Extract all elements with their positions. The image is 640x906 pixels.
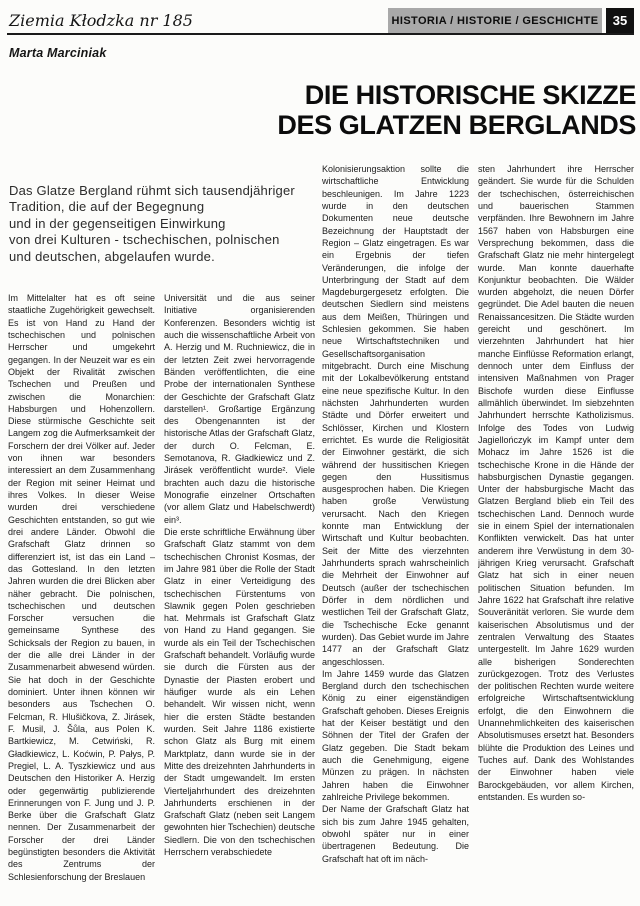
body-column-2 bbox=[164, 292, 315, 902]
lead-paragraph bbox=[9, 183, 324, 265]
journal-title: Ziemia Kłodzka nr 185 bbox=[9, 11, 193, 30]
paragraph: Universität und die aus seiner Initiative organisierenden Konferenzen. Besonders wichtig ist auch die wissenschaftliche Arbeit von A. Herzig und M. Ruchniewicz, die in der letzten Zeit zwei hervorragende Bänden veröffentlichten, die eine Probe der internationalen Synthese der Geschichte der Grafschaft Glatz darstellen¹. Großartige Ergänzung des Obengenannten ist der historische Atlas der Grafschaft Glatz, der durch O. Felcman, E. Semotanova, R. Gładkiewicz und Z. Jirásek veröffentlicht wurde². Viele brachten auch dazu die historische Monografie einzelner Ortschaften (vor allem Glatz und Habelschwerdt) ein³. bbox=[164, 293, 315, 525]
lead-line: von drei Kulturen - tschechischen, polnischen bbox=[9, 232, 280, 248]
paragraph: Im Jahre 1459 wurde das Glatzen Bergland durch den tschechischen König zu einer eigenständigen Grafschaft gehoben. Dieses Ereignis hat der Keiser bestätigt und den Söhnen der Titel der Grafen der Glatz gegeben. Die Stadt bekam auch die Genehmigung, eigene Münzen zu prägen. In nächsten Jahren haben die Einwohner zahlreiche Privilege bekommen. bbox=[322, 668, 469, 802]
body-column-1 bbox=[8, 292, 155, 902]
lead-line: Tradition, die auf der Begegnung bbox=[9, 199, 205, 215]
paragraph: Kolonisierungsaktion sollte die wirtschaftliche Entwicklung beschleunigen. Im Jahre 1223 wurde in den deutschen Dokumenten neue deutsche Bezeichnung der Hauptstadt der Region – Glatz eingetragen. Es war ein Ergebnis der tiefen Veränderungen, die infolge der Unterbringung der Stadt auf dem Magdeburgergesetz erfolgten. Die deutschen Siedlern sind meistens aus dem Meißen, Thüringen und Schlesien gekommen. Sie haben neue Wirtschaftstechniken und Gesellschaftsorganisation mitgebracht. Durch eine Mischung mit der Lokalbevölkerung entstand eine neue spezifische Kultur. In den nächsten Jahrhunderten wurden Städte und Dörfer erweitert und Schlösser, Kirchen und Klostern errichtet. Es wurde die Religiosität der Einwohner gestärkt, die sich während der hussitischen Kriegen gegen den Hussitismus ausgesprochen haben. Die Kriegen haben große Verwüstung verursacht. Nach den Kriegen konnte man Entwicklung der Wirtschaft und Kultur beobachten. Seit der Mitte des vierzehnten Jahrhunderts sprach wahrscheinlich die Mehrheit der Einwohner auf Deutsch (außer der tschechischen Dörfer in dem nördlichen und westlichen Teil der Grafschaft Glatz, die Tschechische Ecke genannt wurden). Das Gebiet wurde im Jahre 1477 an der Grafschaft Glatz angeschlossen. bbox=[322, 164, 469, 667]
lead-line: und deutschen, abgelaufen wurde. bbox=[9, 248, 215, 264]
section-header-bar bbox=[388, 8, 602, 33]
body-column-3 bbox=[322, 163, 469, 902]
lead-line: und in der gegenseitigen Einwirkung bbox=[9, 215, 226, 231]
article-title-line2: DES GLATZEN BERGLANDS bbox=[277, 110, 636, 140]
body-column-4 bbox=[478, 163, 634, 902]
lead-line: Das Glatze Bergland rühmt sich tausendjähriger bbox=[9, 183, 295, 198]
paragraph: sten Jahrhundert ihre Herrscher geändert. Sie wurde für die Schulden der tschechischen, österreichischen und bauerischen Stammen verpfänden. Ihre Bewohnern im Jahre 1567 haben von Habsburgen eine Versprechung bekommen, dass die Grafschaft Glatz nie mehr hintergelegt wurde. Man konnte dauerhafte Konjunktur beobachten. Die Wälder wurden abgeholzt, die neuen Dörfer gegründet. Die Adel bauten die neuen Renaissancesitzen. Die Städte wurden gereicht und geschönert. Im vierzehnten Jahrhundert hat hier manche Einflüsse Reformation erlangt, dennoch unter dem Einfluss der intensiven Maßnahmen von Prager Bischofe wurden diese Einflusse allmählich überwindet. Im siebzehnten Jahrhundert herrschte Katholizismus. Infolge des Todes von Ludwig Jagiellończyk im Kampf unter dem Mohacz im Jahre 1526 ist die tschechische Krone in die Hände der habsburgischen Dynastie gegangen. Unter der habsburgische Macht das Glatzen Bergland blieb ein Teil des tschechischen Land. Dennoch wurde sie in einem Spiel der internationalen Konflikten verwickelt. Das hat unter anderem ihre Verwüstung in dem 30-jährigen Krieg verursacht. Grafschaft Glatz hat sich in einer neuen politischen Situation befunden. Im Jahre 1622 hat Grafschaft ihre relative Souveränität verloren. Sie wurde dem kaiserischen Absolutismus und der zentralen Verwaltung des Staates untergestellt. Im Jahre 1629 wurden alle bisherigen Sonderechten zurückgezogen. Trotz des Verlustes der politischen Rechten wurde weitere erfolgreiche Wirtschaftsentwicklung erfolgt, die den Einwohnern die Unannehmlichkeiten des kaiserischen Absolutismuses ersetzt hat. Besonders blühte die Produktion des Leines und Tuches auf. Dank des Wohlstandes der Einwohner haben viele Barockgebäuden, vor allem Kirchen, entstanden. Es wurden so- bbox=[478, 164, 634, 802]
author-name: Marta Marciniak bbox=[9, 46, 107, 60]
paragraph: Der Name der Grafschaft Glatz hat sich bis zum Jahre 1945 gehalten, obwohl später nur in einer übertragenen Bedeutung. Die Grafschaft hat oft im näch- bbox=[322, 804, 469, 864]
section-label: HISTORIA / HISTORIE / GESCHICHTE bbox=[391, 14, 599, 27]
page-number-badge: 35 bbox=[606, 8, 634, 33]
article-title-line1: DIE HISTORISCHE SKIZZE bbox=[304, 80, 636, 110]
paragraph: Im Mittelalter hat es oft seine staatliche Zugehörigkeit gewechselt. Es ist von Hand zu Hand der tschechischen und polnischen Herrscher und umgekehrt gegangen. In der Neuzeit war es ein Objekt der Rivalität zwischen Tschechen und Preußen und zwischen die Monarchien: Habsburgen und Hohenzollern. Diese stürmische Geschichte seit Langem zog die Aufmerksamkeit der Forschern der drei Völker auf. Jeder von ihnen war besonders interessiert an dem Zusammenhang der Region mit seiner Heimat und ihres Volkes. In dieser Weise wurden drei verschiedene Geschichten entstanden, so gut wie drei andere Länder. Obwohl die Grafschaft Glatz drinnen so differenziert ist, ist das ein Land – das Gottesland. In den letzten Jahren wurden die drei Blicken aber näher gebracht. Die polnischen, tschechischen und deutschen Forscher versuchen die gemeinsame Synthese des Schicksals der Region zu bauen, in der die alle drei Länder in der Zusammenarbeit abwesend würden. Sie hat doch in der Geschichte dominiert. Unter ihnen können wir besonders aus Tschechen O. Felcman, R. Hlušičkova, Z. Jirásek, F. Musil, J. Šůla, aus Polen K. Bartkiewicz, M. Cetwiński, R. Gładkiewicz, L. Koćwin, P. Pałys, P. Pregiel, L. A. Tyszkiewicz und aus Deutschen den Historiker A. Herzig oder gegenwärtig publizierende Erinnerungen von F. Jung und J. P. Berke über die Grafschaft Glatz nennen. Der Zusammenarbeit der Forscher der drei Länder begünstigten besonders die Aktivität des Zentrums der Schlesienforschung der Breslauen bbox=[8, 293, 155, 882]
article-title bbox=[240, 80, 636, 140]
paragraph: Die erste schriftliche Erwähnung über Grafschaft Glatz stammt von dem tschechischen Chronist Kosmas, der im Jahre 981 über die Rolle der Stadt Glatz in einer Verteidigung des tschechischen Fürstentums von Slawnik gegen Polen geschrieben hat. Mehrmals ist Grafschaft Glatz von Hand zu Hand gegangen. Sie wurde als ein Teil der Tschechischen Grafschaft behandelt. Vorläufig wurde sie durch die Fürsten aus der Dynastie der Piasten erobert und häufiger wurde als ein Lehen behandelt. Wir wissen nicht, wenn hier die ersten Städte bestanden wurden. Seit Jahre 1186 existierte schon Glatz als Burg mit einem Marktplatz, dann wurde sie in der Mitte des dreizehnten Jahrhunderts in der Stadt umgewandelt. Im ersten Vierteljahrhundert des dreizehnten Jahrhunderts erschienen in der Grafschaft Glatz (neben seit Langem gewohnten hier Tschechien) deutsche Siedlern. Die von den tschechischen Herrschern verabschiedete bbox=[164, 526, 315, 858]
header-divider bbox=[7, 33, 634, 35]
